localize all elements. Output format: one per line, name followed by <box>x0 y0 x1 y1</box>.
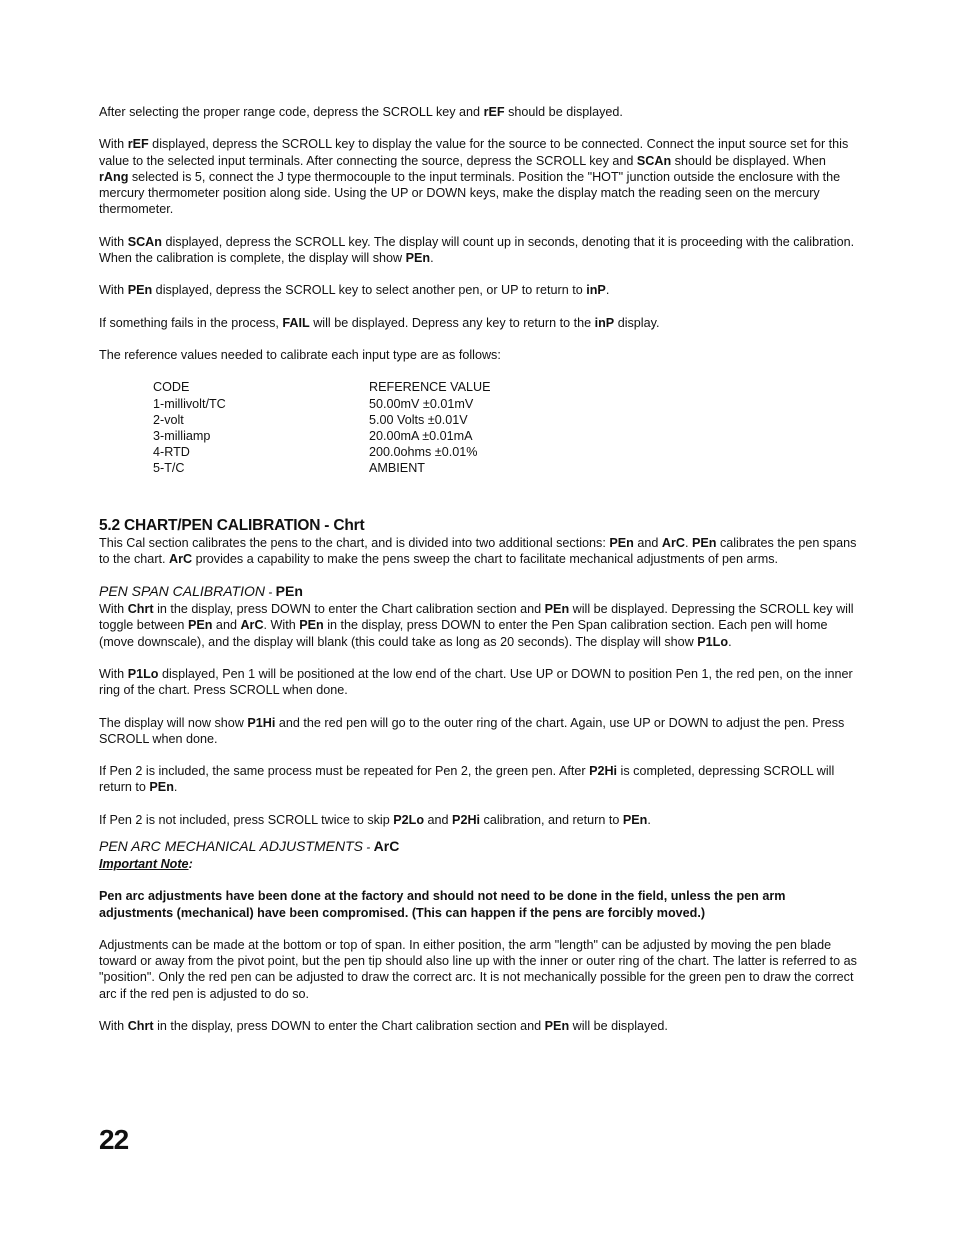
paragraph-last: With Chrt in the display, press DOWN to enter the Chart calibration section and PEn will be displayed. <box>99 1018 668 1033</box>
table-row <box>153 412 857 428</box>
paragraph-p1hi: The display will now show P1Hi and the red pen will go to the outer ring of the chart. Again, use UP or DOWN to adjust the pen. Press SCROLL when done. <box>99 715 845 746</box>
table-cell-code: 3-milliamp <box>153 428 211 443</box>
table-row <box>153 460 857 476</box>
paragraph-no-pen2: If Pen 2 is not included, press SCROLL twice to skip P2Lo and P2Hi calibration, and return to PEn. <box>99 812 651 827</box>
paragraph-reference-values: The reference values needed to calibrate each input type are as follows: <box>99 347 501 362</box>
paragraph-intro: After selecting the proper range code, depress the SCROLL key and rEF should be displayed. <box>99 105 623 119</box>
paragraph-section-intro: This Cal section calibrates the pens to the chart, and is divided into two additional sections: PEn and ArC. PEn calibrates the pen spans to the chart. ArC provides a capability to make the pens sweep the chart to facilitate mechanical adjustments of pen arms. <box>99 535 857 566</box>
important-note-label: Important Note: <box>99 856 193 871</box>
reference-table <box>153 379 857 476</box>
paragraph-pen: With PEn displayed, depress the SCROLL key to select another pen, or UP to return to inP. <box>99 283 610 298</box>
table-cell-value: 50.00mV ±0.01mV <box>369 396 474 411</box>
paragraph-warning: Pen arc adjustments have been done at the factory and should not need to be done in the field, unless the pen arm adjustments (mechanical) have been compromised. (This can happen if the pens are forcibly moved.) <box>99 889 786 920</box>
paragraph-ref: With rEF displayed, depress the SCROLL key to display the value for the source to be connected. Connect the input source set for this value to the selected input terminals. After connecting the source, depress the SCROLL key and SCAn should be displayed. When rAng selected is 5, connect the J type thermocouple to the input terminals. Position the "HOT" junction outside the enclosure with the mercury thermometer position along side. Using the UP or DOWN keys, make the display match the reading seen on the mercury thermometer. <box>99 137 849 217</box>
subheading-pen-arc: PEN ARC MECHANICAL ADJUSTMENTS - ArC <box>99 837 400 854</box>
paragraph-span: With Chrt in the display, press DOWN to enter the Chart calibration section and PEn will be displayed. Depressing the SCROLL key will toggle between PEn and ArC. With PEn in the display, press DOWN to enter the Pen Span calibration section. Each pen will home (move downscale), and the display will blank (this could take as long as 20 seconds). The display will show P1Lo. <box>99 602 854 649</box>
table-cell-code: 1-millivolt/TC <box>153 396 226 411</box>
table-cell-value: 5.00 Volts ±0.01V <box>369 412 468 427</box>
table-cell-value: 20.00mA ±0.01mA <box>369 428 473 443</box>
section-heading: 5.2 CHART/PEN CALIBRATION - Chrt <box>99 516 365 534</box>
paragraph-fail: If something fails in the process, FAIL will be displayed. Depress any key to return to the inP display. <box>99 315 660 330</box>
table-cell-code: 4-RTD <box>153 445 190 460</box>
column-header-reference-value: REFERENCE VALUE <box>369 380 491 395</box>
page-number: 22 <box>99 1124 129 1155</box>
paragraph-p1lo: With P1Lo displayed, Pen 1 will be positioned at the low end of the chart. Use UP or DOWN to position Pen 1, the red pen, on the inner ring of the chart. Press SCROLL when done. <box>99 666 853 698</box>
paragraph-scan: With SCAn displayed, depress the SCROLL key. The display will count up in seconds, denoting that it is proceeding with the calibration. When the calibration is complete, the display will show PEn. <box>99 234 855 265</box>
paragraph-pen2: If Pen 2 is included, the same process must be repeated for Pen 2, the green pen. After P2Hi is completed, depressing SCROLL will return to PEn. <box>99 764 835 795</box>
table-cell-code: 5-T/C <box>153 461 185 476</box>
document-body <box>99 104 857 1050</box>
table-row <box>153 428 857 444</box>
subheading-pen-span: PEN SPAN CALIBRATION - PEn <box>99 583 303 600</box>
table-header-row <box>153 379 857 395</box>
paragraph-adjustments: Adjustments can be made at the bottom or top of span. In either position, the arm "length" can be adjusted by moving the pen blade toward or away from the pivot point, but the pen tip should also line up with the inner or outer ring of the chart. The latter is referred to as "position". Only the red pen can be adjusted to draw the correct arc. It is not mechanically possible for the green pen to draw the correct arc if the red pen is adjusted to do so. <box>99 937 857 1001</box>
table-row <box>153 444 857 460</box>
table-cell-value: AMBIENT <box>369 461 425 476</box>
table-row <box>153 396 857 412</box>
column-header-code: CODE <box>153 380 190 395</box>
table-cell-value: 200.0ohms ±0.01% <box>369 445 478 460</box>
table-cell-code: 2-volt <box>153 412 184 427</box>
